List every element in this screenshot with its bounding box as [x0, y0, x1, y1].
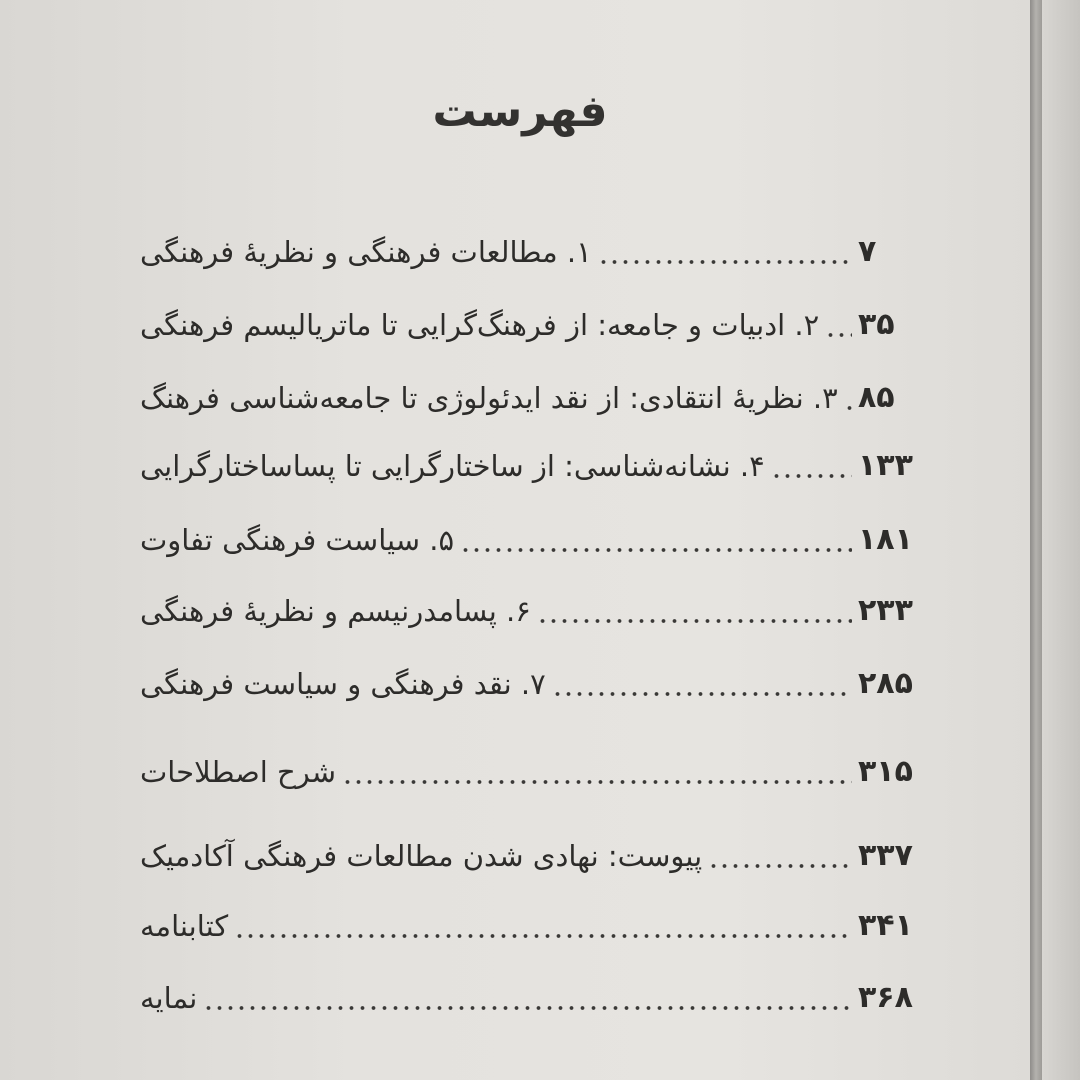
- toc-entry-5: [140, 504, 918, 560]
- dot-leader: [844, 392, 852, 412]
- toc-entry-glossary: [140, 736, 918, 792]
- toc-entry-page: ۳۳۷: [858, 838, 913, 873]
- dot-leader: [598, 246, 852, 266]
- dot-leader: [825, 319, 852, 339]
- toc-entry-page: ۸۵: [858, 380, 895, 415]
- dot-leader: [552, 678, 852, 698]
- toc-entry-title: ۴. نشانه‌شناسی: از ساختارگرایی تا پساساختارگرایی: [140, 449, 765, 483]
- toc-entry-page: ۳۴۱: [858, 908, 913, 943]
- toc-entry-page: ۳۶۸: [858, 980, 913, 1015]
- toc-entry-page: ۷: [858, 234, 877, 269]
- dot-leader: [234, 920, 852, 940]
- toc-entry-title: پیوست: نهادی شدن مطالعات فرهنگی آکادمیک: [140, 839, 703, 873]
- toc-entry-page: ۱۳۳: [858, 448, 913, 483]
- toc-entry-title: ۲. ادبیات و جامعه: از فرهنگ‌گرایی تا ماتریالیسم فرهنگی: [140, 308, 820, 342]
- toc-entry-bibliography: [140, 890, 918, 946]
- toc-entry-6: [140, 575, 918, 631]
- toc-entry-appendix: [140, 820, 918, 876]
- toc-entry-page: ۱۸۱: [858, 522, 913, 557]
- toc-entry-7: [140, 648, 918, 704]
- toc-entry-4: [140, 430, 918, 486]
- toc-entry-page: ۳۱۵: [858, 754, 913, 789]
- toc-entry-title: ۳. نظریهٔ انتقادی: از نقد ایدئولوژی تا جامعه‌شناسی فرهنگ: [140, 381, 838, 415]
- toc-entry-page: ۳۵: [858, 307, 895, 342]
- dot-leader: [460, 534, 852, 554]
- toc-entry-title: ۱. مطالعات فرهنگی و نظریهٔ فرهنگی: [140, 235, 592, 269]
- dot-leader: [771, 460, 852, 480]
- toc-entry-index: [140, 962, 918, 1018]
- toc-entry-title: ۵. سیاست فرهنگی تفاوت: [140, 523, 455, 557]
- toc-entry-1: [140, 216, 918, 272]
- toc-entry-title: شرح اصطلاحات: [140, 755, 337, 789]
- background-surface: [1042, 0, 1080, 1080]
- dot-leader: [342, 766, 852, 786]
- dot-leader: [708, 850, 852, 870]
- toc-entry-title: نمایه: [140, 981, 198, 1015]
- toc-entry-title: کتابنامه: [140, 909, 229, 943]
- dot-leader: [537, 605, 852, 625]
- toc-entry-title: ۷. نقد فرهنگی و سیاست فرهنگی: [140, 667, 546, 701]
- page-edge: [1030, 0, 1042, 1080]
- toc-entry-page: ۲۸۵: [858, 666, 913, 701]
- dot-leader: [203, 992, 852, 1012]
- toc-entry-page: ۲۳۳: [858, 593, 913, 628]
- toc-entry-2: [140, 289, 918, 345]
- toc-entry-title: ۶. پسامدرنیسم و نظریهٔ فرهنگی: [140, 594, 531, 628]
- toc-heading: فهرست: [432, 86, 608, 137]
- toc-entry-3: [140, 362, 918, 418]
